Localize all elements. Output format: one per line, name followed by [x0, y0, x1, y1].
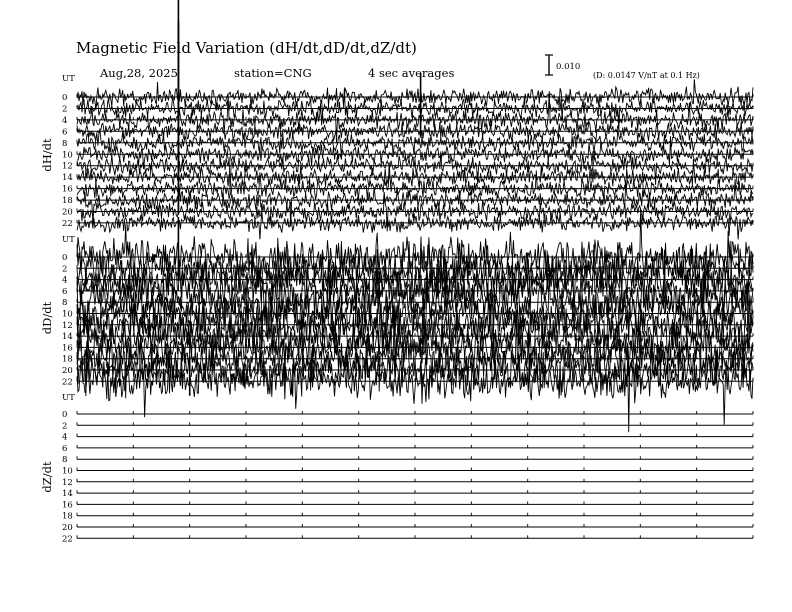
panel-dzdt — [40, 393, 753, 544]
row-labels — [62, 93, 73, 229]
station-label: station=CNG — [234, 66, 312, 80]
panel-ut-label: UT — [62, 393, 75, 403]
row-label: 18 — [62, 196, 73, 207]
row-label: 12 — [62, 161, 73, 172]
averages-label: 4 sec averages — [368, 66, 455, 80]
row-label: 2 — [62, 104, 68, 115]
row-label: 2 — [62, 264, 68, 275]
panel-ylabel: dD/dt — [40, 301, 54, 335]
date-label: Aug,28, 2025 — [100, 66, 178, 80]
row-label: 10 — [62, 309, 73, 320]
row-label: 0 — [62, 410, 68, 420]
row-label: 20 — [62, 366, 73, 376]
row-label: 14 — [62, 489, 73, 500]
panel-ut-label: UT — [62, 74, 75, 84]
scale-note: (D: 0.0147 V/nT at 0.1 Hz) — [593, 71, 700, 80]
row-label: 18 — [62, 511, 73, 522]
row-label: 10 — [62, 466, 73, 477]
panel-ylabel: dZ/dt — [40, 461, 54, 493]
row-label: 22 — [62, 218, 73, 229]
traces — [77, 210, 753, 432]
scale-bar — [545, 55, 553, 75]
panel-dddt — [40, 207, 753, 432]
row-label: 2 — [62, 421, 68, 432]
row-label: 16 — [62, 184, 73, 195]
row-label: 6 — [62, 127, 68, 138]
row-label: 6 — [62, 443, 68, 454]
row-label: 18 — [62, 354, 73, 365]
row-label: 8 — [62, 298, 68, 309]
panel-dhdt — [40, 0, 753, 240]
row-label: 8 — [62, 138, 68, 149]
row-label: 4 — [62, 115, 68, 126]
row-label: 12 — [62, 320, 73, 331]
chart-title: Magnetic Field Variation (dH/dt,dD/dt,dZ/dt) — [76, 39, 417, 57]
row-labels — [62, 253, 73, 387]
row-label: 10 — [62, 150, 73, 161]
row-label: 8 — [62, 455, 68, 466]
row-label: 12 — [62, 477, 73, 488]
row-label: 20 — [62, 523, 73, 533]
row-labels — [62, 410, 73, 544]
row-label: 4 — [62, 275, 68, 286]
row-label: 0 — [62, 93, 68, 103]
row-label: 16 — [62, 343, 73, 354]
row-label: 16 — [62, 500, 73, 511]
panel-ylabel: dH/dt — [40, 138, 54, 172]
row-label: 20 — [62, 207, 73, 218]
row-label: 6 — [62, 286, 68, 297]
row-label: 0 — [62, 253, 68, 263]
baselines — [77, 411, 753, 538]
row-label: 14 — [62, 332, 73, 343]
panel-ut-label: UT — [62, 235, 75, 245]
row-label: 14 — [62, 173, 73, 184]
row-label: 4 — [62, 432, 68, 443]
row-label: 22 — [62, 377, 73, 388]
row-label: 22 — [62, 534, 73, 545]
scale-value: 0.010 — [556, 62, 581, 72]
